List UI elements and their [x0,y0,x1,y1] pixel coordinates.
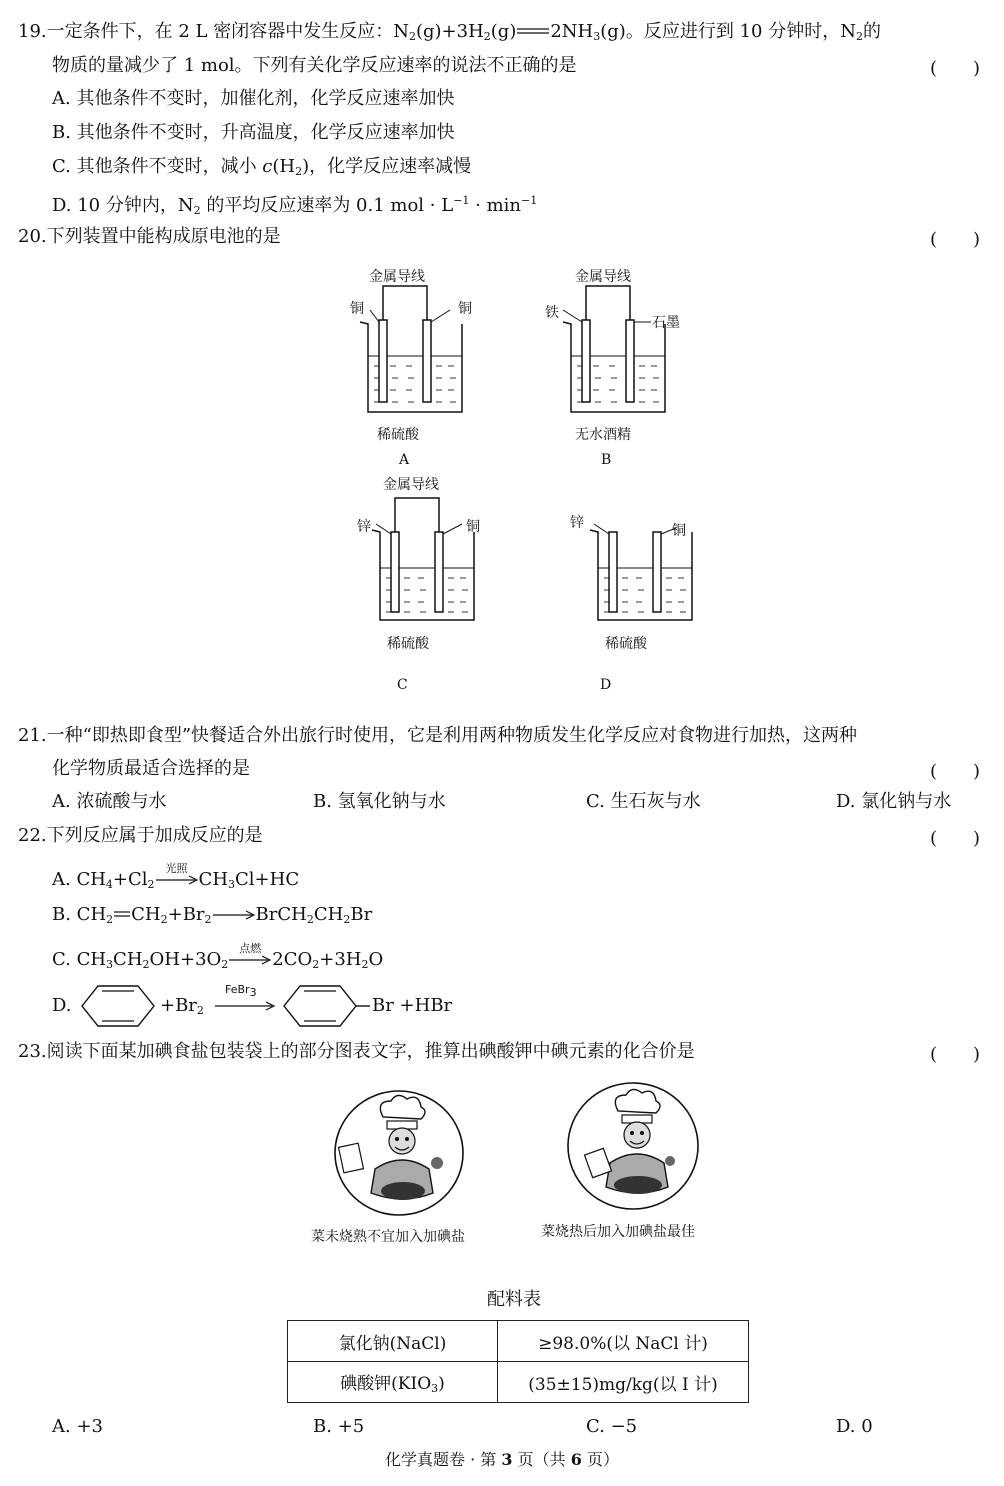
q19-option-a[interactable]: A. 其他条件不变时，加催化剂，化学反应速率加快 [52,88,455,109]
left-electrode-label-b: 铁 [545,305,559,321]
reaction-arrow-icon: 光照 [155,871,199,889]
q21-option-d[interactable]: D. 氯化钠与水 [836,791,952,812]
ingredient-value: ≥98.0%(以 NaCl 计) [498,1321,749,1362]
q19-stem-line2: 物质的量减少了 1 mol。下列有关化学反应速率的说法不正确的是 [52,55,577,76]
option-label-a: A [399,452,410,468]
option-label-b: B [601,452,612,468]
ingredient-name: 碘酸钾$(KIO_3)$ [288,1362,498,1403]
ingredient-value: (35±15)mg/kg(以 I 计) [498,1362,749,1403]
left-electrode-label-a: 铜 [350,301,364,317]
wire-label-c: 金属导线 [383,477,439,493]
q22-answer-blank[interactable]: ( ) [929,828,980,849]
chef-cooking-illustration-1 [333,1089,465,1217]
ingredient-table [287,1320,749,1403]
option-label-c: C [397,677,408,693]
chef-cooking-illustration-2 [566,1081,700,1211]
right-electrode-label-b: 石墨 [652,315,680,331]
reaction-arrow-icon: 点燃 [228,951,272,969]
option-label-d: D [600,677,612,693]
q21-stem-line1: 21.一种“即热即食型”快餐适合外出旅行时使用，它是利用两种物质发生化学反应对食物进行加热，这两种 [18,725,858,746]
double-bond-icon [113,903,131,927]
left-electrode-label-c: 锌 [357,519,371,535]
picture-1-caption: 菜未烧熟不宜加入加碘盐 [311,1229,465,1245]
right-electrode-label-c: 铜 [466,519,480,535]
q19-stem-line1: 19.一定条件下，在 2 L 密闭容器中发生反应：$N_2(g)+3H_2(g)$ $2NH_3(g)$。反应进行到 10 分钟时，$N_2$的 [18,21,881,43]
q19-option-c[interactable]: C. 其他条件不变时，减小 $c(H_2)$，化学反应速率减慢 [52,156,472,178]
q23-option-d[interactable]: D. 0 [836,1416,873,1437]
ingredient-name: 氯化钠(NaCl) [288,1321,498,1362]
q23-option-c[interactable]: C. −5 [586,1416,638,1437]
right-electrode-label-d: 铜 [672,523,686,539]
q21-answer-blank[interactable]: ( ) [929,761,980,782]
picture-2-caption: 菜烧热后加入加碘盐最佳 [541,1224,695,1240]
page-footer: 化学真题卷 · 第 3 页（共 6 页） [385,1450,619,1469]
q19-option-d[interactable]: D. 10 分钟内，$N_2$ 的平均反应速率为 0.1 mol · $L^{-1} \cdot \min^{-1}$ [52,194,538,217]
q22-option-c[interactable]: C. $CH_3CH_2OH+3O_2$ 点燃 $2CO_2+3H_2O$ [52,942,384,971]
q21-stem-line2: 化学物质最适合选择的是 [52,758,250,779]
q21-option-b[interactable]: B. 氢氧化钠与水 [313,791,446,812]
solution-label-b: 无水酒精 [575,427,631,443]
equilibrium-arrow-icon [516,20,550,44]
table-row [288,1321,749,1362]
q20-answer-blank[interactable]: ( ) [929,229,980,250]
ingredient-table-title: 配料表 [487,1289,541,1310]
beaker-b-icon [553,280,683,420]
wire-label-b: 金属导线 [575,269,631,285]
reaction-arrow-icon [212,906,256,924]
wire-label-a: 金属导线 [369,269,425,285]
q19-option-b[interactable]: B. 其他条件不变时，升高温度，化学反应速率加快 [52,122,455,143]
solution-label-d: 稀硫酸 [605,636,647,652]
benzene-ring-icon [80,984,156,1028]
beaker-c-icon [362,488,492,628]
q22-option-a[interactable]: A. $CH_4+Cl_2$ 光照 $CH_3Cl+HC$ [52,862,300,891]
q21-option-a[interactable]: A. 浓硫酸与水 [52,791,167,812]
reaction-arrow-icon [214,999,276,1013]
q23-option-a[interactable]: A. +3 [52,1416,103,1437]
solution-label-a: 稀硫酸 [377,427,419,443]
right-electrode-label-a: 铜 [458,301,472,317]
q20-stem: 20.下列装置中能构成原电池的是 [18,226,281,247]
beaker-d-icon [580,488,710,628]
bromobenzene-ring-icon [282,984,372,1028]
q21-option-c[interactable]: C. 生石灰与水 [586,791,701,812]
q23-stem: 23.阅读下面某加碘食盐包装袋上的部分图表文字，推算出碘酸钾中碘元素的化合价是 [18,1041,695,1062]
q22-option-b[interactable]: B. $CH_2$ $CH_2+Br_2$ $BrCH_2CH_2Br$ [52,904,373,926]
q23-option-b[interactable]: B. +5 [313,1416,365,1437]
q22-stem: 22.下列反应属于加成反应的是 [18,825,263,846]
q19-answer-blank[interactable]: ( ) [929,58,980,79]
left-electrode-label-d: 锌 [570,515,584,531]
table-row [288,1362,749,1403]
q23-answer-blank[interactable]: ( ) [929,1044,980,1065]
solution-label-c: 稀硫酸 [387,636,429,652]
